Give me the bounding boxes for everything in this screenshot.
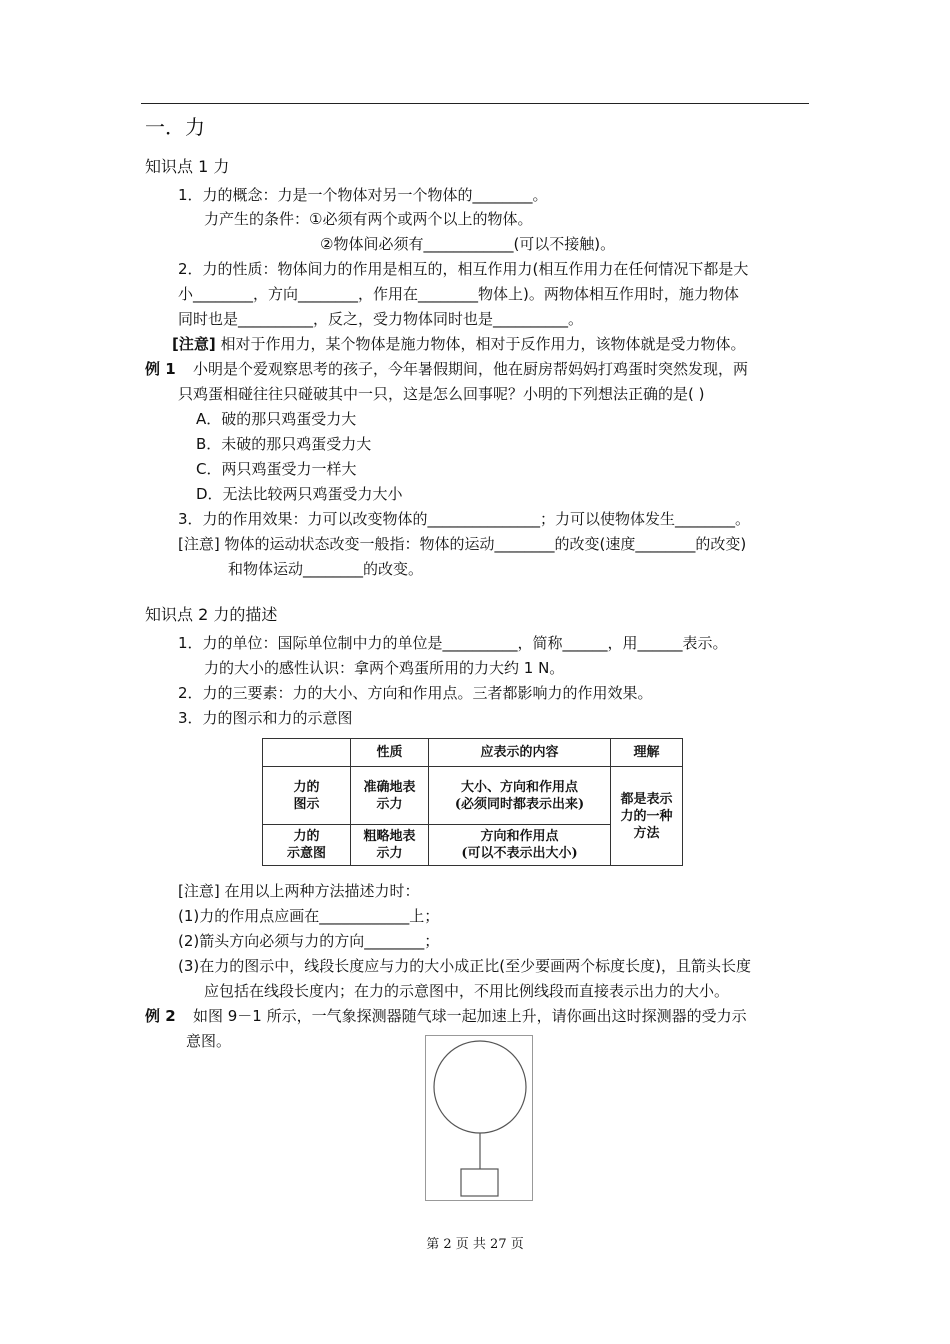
kp1-line: 和物体运动________的改变。 (228, 560, 424, 578)
notes-line: (2)箭头方向必须与力的方向________； (178, 932, 440, 950)
kp1-line: 3．力的作用效果：力可以改变物体的_______________；力可以使物体发生________。 (178, 510, 751, 528)
table-header: 应表示的内容 (429, 739, 611, 767)
option-c: C．两只鸡蛋受力一样大 (196, 460, 357, 478)
table-cell: 方向和作用点 (可以不表示出大小) (429, 825, 611, 866)
kp1-line: ②物体间必须有____________(可以不接触)。 (320, 235, 616, 253)
notes-line: 应包括在线段长度内；在力的示意图中，不用比例线段而直接表示出力的大小。 (204, 982, 730, 1000)
notes-line: (1)力的作用点应画在____________上； (178, 907, 440, 925)
example-1-line: 小明是个爱观察思考的孩子，今年暑假期间，他在厨房帮妈妈打鸡蛋时突然发现，两 (193, 360, 749, 378)
example-2-line: 如图 9－1 所示，一气象探测器随气球一起加速上升，请你画出这时探测器的受力示 (193, 1007, 747, 1025)
option-b: B．未破的那只鸡蛋受力大 (196, 435, 372, 453)
table-row (263, 767, 683, 825)
table-header: 性质 (351, 739, 429, 767)
table-cell: 大小、方向和作用点 (必须同时都表示出来) (429, 767, 611, 825)
example-2-tag: 例 2 (145, 1007, 176, 1025)
page-footer: 第 2 页 共 27 页 (426, 1237, 524, 1252)
kp1-line: 小________，方向________，作用在________物体上)。两物体相互作用时，施力物体 (178, 285, 739, 303)
kp2-line: 1．力的单位：国际单位制中力的单位是__________，简称______，用______表示。 (178, 634, 728, 652)
force-representation-table (262, 738, 683, 866)
kp2-line: 2．力的三要素：力的大小、方向和作用点。三者都影响力的作用效果。 (178, 684, 653, 702)
option-a: A．破的那只鸡蛋受力大 (196, 410, 357, 428)
table-cell: 都是表示 力的一种 方法 (611, 767, 683, 866)
kp2-title: 知识点 2 力的描述 (145, 605, 278, 624)
notes-line: (3)在力的图示中，线段长度应与力的大小成正比(至少要画两个标度长度)，且箭头长度 (178, 957, 751, 975)
balloon-circle (434, 1041, 526, 1133)
option-d: D．无法比较两只鸡蛋受力大小 (196, 485, 403, 503)
kp1-line: [注意] 物体的运动状态改变一般指：物体的运动________的改变(速度________的改变) (178, 535, 747, 553)
table-cell: 力的 示意图 (263, 825, 351, 866)
example-1-line: 只鸡蛋相碰往往只碰破其中一只，这是怎么回事呢？小明的下列想法正确的是( ) (178, 385, 705, 403)
balloon-probe-figure (425, 1035, 533, 1201)
example-2-line: 意图。 (186, 1032, 232, 1050)
section-title: 一．力 (145, 115, 205, 139)
kp2-line: 力的大小的感性认识：拿两个鸡蛋所用的力大约 1 N。 (204, 659, 565, 677)
table-header-row (263, 739, 683, 767)
example-1-tag: 例 1 (145, 360, 176, 378)
table-cell: 准确地表 示力 (351, 767, 429, 825)
kp1-note (172, 333, 746, 355)
kp2-line: 3．力的图示和力的示意图 (178, 709, 353, 727)
kp1-line: 2．力的性质：物体间力的作用是相互的，相互作用力(相互作用力在任何情况下都是大 (178, 260, 749, 278)
balloon-probe-drawing (426, 1036, 532, 1200)
probe-box (461, 1169, 498, 1196)
note-tag: [注意] (172, 335, 216, 353)
table-cell: 力的 图示 (263, 767, 351, 825)
kp1-line: 同时也是__________，反之，受力物体同时也是__________。 (178, 310, 584, 328)
table-header: 理解 (611, 739, 683, 767)
kp1-line: 1．力的概念：力是一个物体对另一个物体的________。 (178, 186, 548, 204)
table-header (263, 739, 351, 767)
note-text: 相对于作用力，某个物体是施力物体，相对于反作用力，该物体就是受力物体。 (220, 335, 746, 353)
table-cell: 粗略地表 示力 (351, 825, 429, 866)
kp1-line: 力产生的条件：①必须有两个或两个以上的物体。 (204, 210, 533, 228)
top-rule (141, 103, 809, 104)
kp1-title: 知识点 1 力 (145, 157, 230, 176)
notes-line: [注意] 在用以上两种方法描述力时： (178, 882, 420, 900)
